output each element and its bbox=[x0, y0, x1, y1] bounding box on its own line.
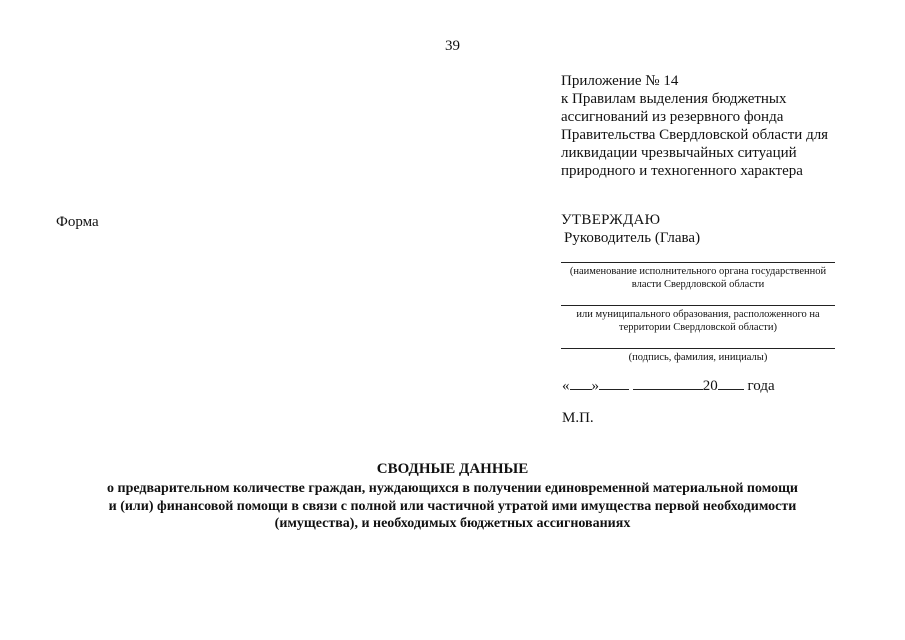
appendix-line: ликвидации чрезвычайных ситуаций bbox=[561, 145, 797, 161]
day-blank bbox=[570, 375, 592, 390]
approval-title: УТВЕРЖДАЮ bbox=[561, 212, 661, 228]
year-blank bbox=[718, 375, 744, 390]
document-title: СВОДНЫЕ ДАННЫЕ bbox=[376, 461, 529, 477]
authority-caption: (наименование исполнительного органа государственной власти Свердловской области bbox=[569, 266, 827, 290]
approval-role: Руководитель (Глава) bbox=[564, 230, 701, 246]
page-number: 39 bbox=[445, 38, 460, 54]
signature-line bbox=[561, 262, 835, 263]
appendix-block bbox=[561, 72, 851, 180]
date-suffix: года bbox=[747, 378, 775, 394]
appendix-line: Правительства Свердловской области для bbox=[561, 127, 829, 143]
document-subtitle bbox=[40, 480, 865, 533]
month-blank bbox=[633, 375, 703, 390]
signature-caption: (подпись, фамилия, инициалы) bbox=[628, 352, 768, 363]
month-blank bbox=[599, 375, 629, 390]
appendix-line: ассигнований из резервного фонда bbox=[561, 109, 784, 125]
appendix-line: к Правилам выделения бюджетных bbox=[561, 91, 787, 107]
date-close-quote: » bbox=[591, 378, 599, 394]
date-open-quote: « bbox=[562, 378, 570, 394]
subtitle-line: о предварительном количестве граждан, нуждающихся в получении единовременной материальной помощи bbox=[107, 481, 798, 496]
signature-line bbox=[561, 348, 835, 349]
form-label: Форма bbox=[56, 214, 99, 230]
year-prefix: 20 bbox=[702, 378, 718, 394]
subtitle-line: (имущества), и необходимых бюджетных ассигнованиях bbox=[274, 516, 631, 531]
stamp-place: М.П. bbox=[562, 410, 594, 426]
subtitle-line: и (или) финансовой помощи в связи с полной или частичной утратой ими имущества первой необходимости bbox=[108, 498, 797, 514]
municipality-caption: или муниципального образования, расположенного на территории Свердловской области) bbox=[576, 309, 820, 333]
appendix-line: природного и техногенного характера bbox=[561, 163, 803, 179]
signature-line bbox=[561, 305, 835, 306]
appendix-line: Приложение № 14 bbox=[561, 73, 679, 89]
approval-date bbox=[562, 375, 775, 395]
